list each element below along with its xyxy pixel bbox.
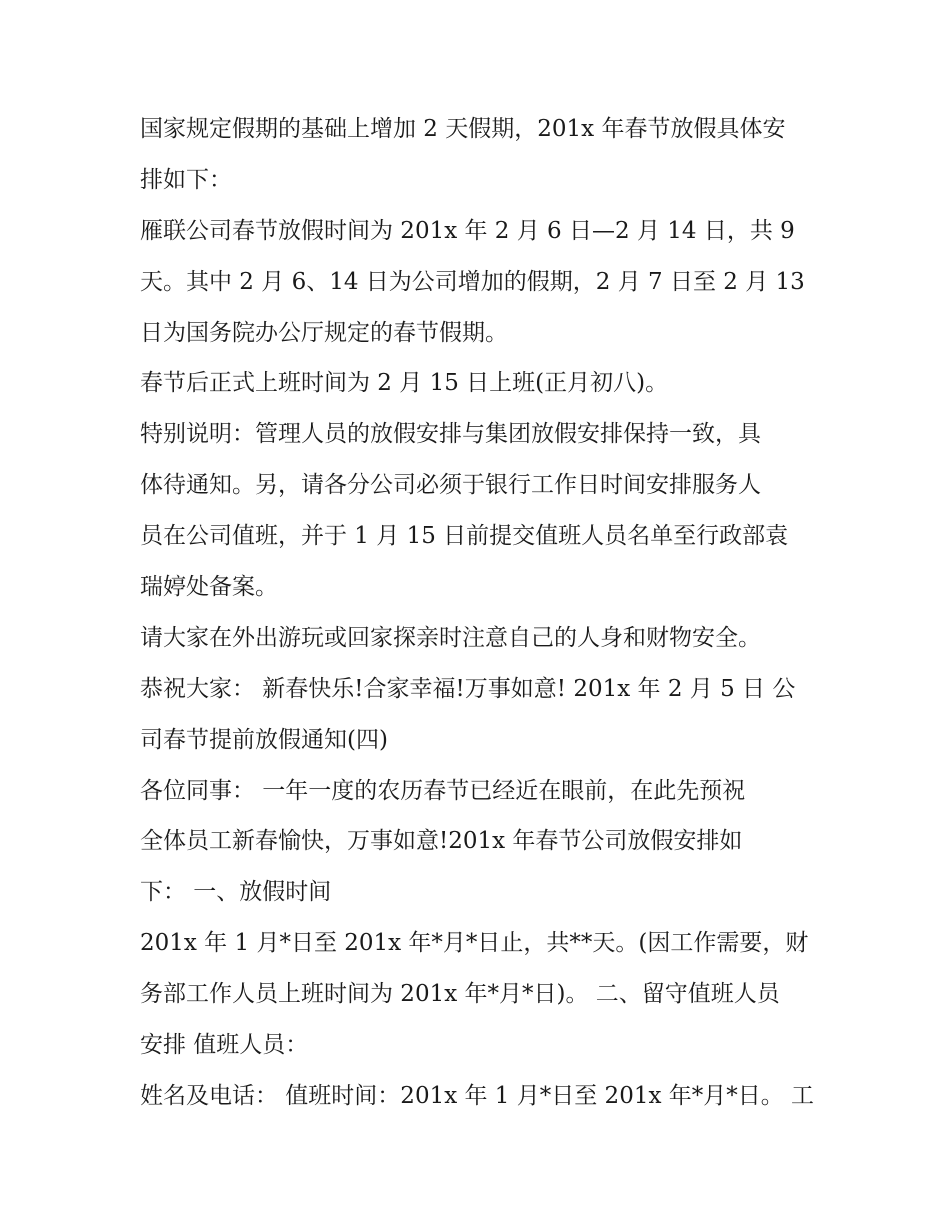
text-line: 排如下：: [140, 166, 232, 193]
text-line: 特别说明：管理人员的放假安排与集团放假安排保持一致，具: [140, 421, 761, 448]
text-line: 瑞婷处备案。: [140, 574, 278, 601]
text-line: 务部工作人员上班时间为 201x 年*月*日)。 二、留守值班人员: [140, 981, 780, 1008]
text-line: 姓名及电话： 值班时间：201x 年 1 月*日至 201x 年*月*日。 工: [140, 1082, 815, 1109]
text-line: 国家规定假期的基础上增加 2 天假期，201x 年春节放假具体安: [140, 116, 786, 142]
text-line: 安排 值班人员：: [140, 1032, 309, 1059]
text-line: 春节后正式上班时间为 2 月 15 日上班(正月初八)。: [140, 370, 669, 397]
text-line: 201x 年 1 月*日至 201x 年*月*日止，共**天。(因工作需要，财: [140, 930, 809, 957]
text-line: 天。其中 2 月 6、14 日为公司增加的假期，2 月 7 日至 2 月 13: [140, 268, 805, 295]
text-line: 各位同事： 一年一度的农历春节已经近在眼前，在此先预祝: [140, 777, 746, 804]
text-line: 下： 一、放假时间: [140, 879, 332, 906]
text-line: 全体员工新春愉快，万事如意!201x 年春节公司放假安排如: [140, 828, 743, 855]
text-line: 请大家在外出游玩或回家探亲时注意自己的人身和财物安全。: [140, 624, 761, 651]
text-line: 员在公司值班，并于 1 月 15 日前提交值班人员名单至行政部袁: [140, 523, 789, 550]
text-line: 体待通知。另，请各分公司必须于银行工作日时间安排服务人: [140, 472, 761, 499]
text-line: 司春节提前放假通知(四): [140, 726, 388, 753]
text-line: 雁联公司春节放假时间为 201x 年 2 月 6 日—2 月 14 日，共 9: [140, 217, 795, 244]
text-line: 恭祝大家： 新春快乐!合家幸福!万事如意! 201x 年 2 月 5 日 公: [140, 675, 796, 702]
text-line: 日为国务院办公厅规定的春节假期。: [140, 319, 508, 346]
document-body: [140, 104, 820, 1122]
